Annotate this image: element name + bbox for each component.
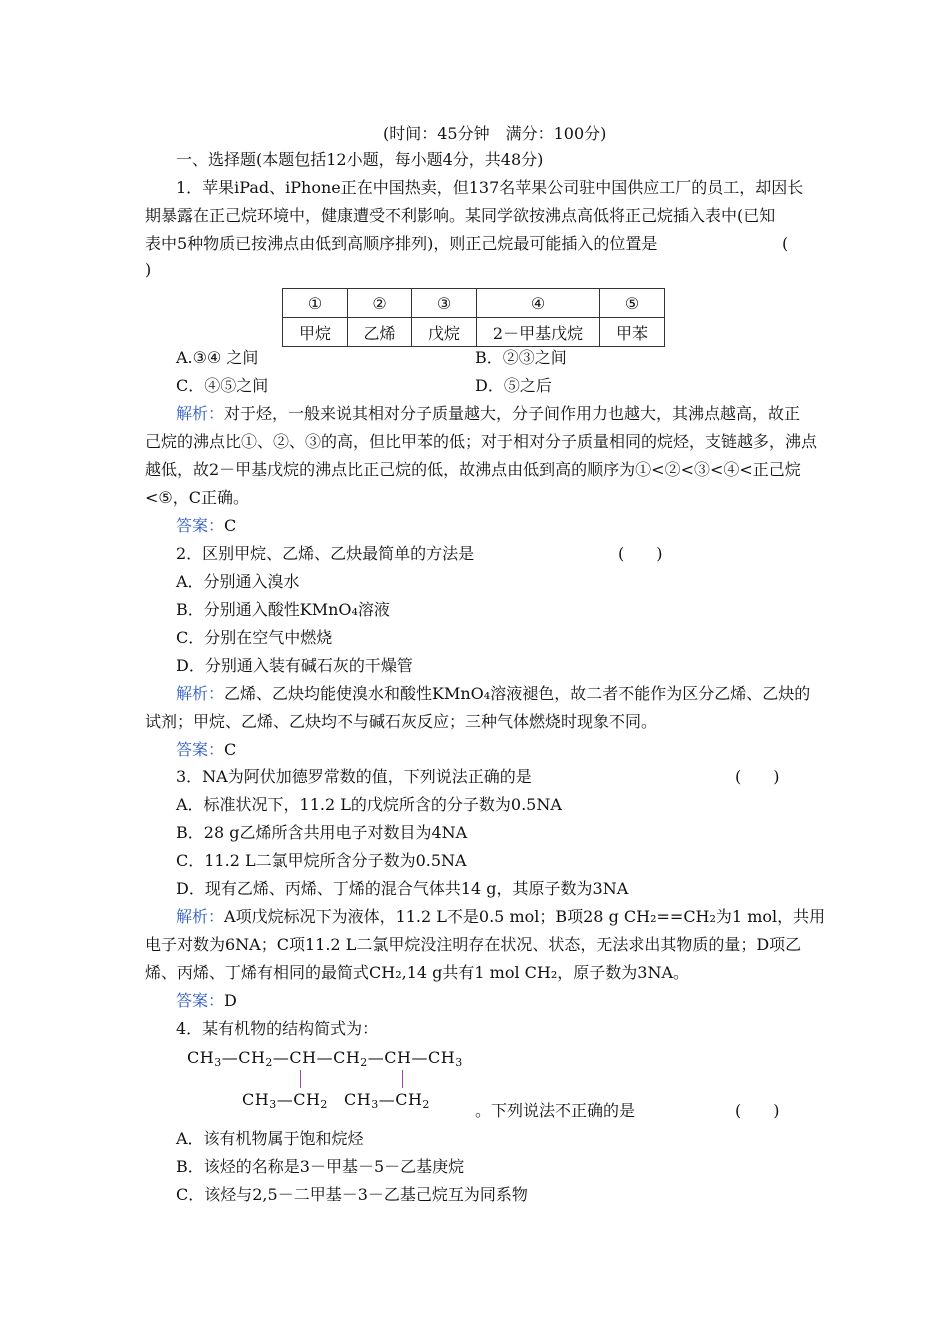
q3-option-a: A．标准状况下，11.2 L的戊烷所含的分子数为0.5NA bbox=[176, 795, 562, 814]
analysis-label: 解析： bbox=[176, 684, 225, 703]
table-row bbox=[283, 289, 665, 318]
table-cell: 甲苯 bbox=[600, 318, 665, 347]
table-cell: 甲烷 bbox=[283, 318, 348, 347]
q3-answer-paren: ( ) bbox=[735, 767, 780, 786]
table-cell: ④ bbox=[477, 289, 600, 318]
q1-option-d: D．⑤之后 bbox=[475, 376, 552, 395]
structural-formula-branch-1: $CH_3—CH_2$ bbox=[242, 1090, 328, 1111]
q3-option-c: C．11.2 L二氯甲烷所含分子数为0.5NA bbox=[176, 851, 467, 870]
q3-option-b: B．28 g乙烯所含共用电子对数目为4NA bbox=[176, 823, 468, 842]
answer-label: 答案： bbox=[176, 740, 225, 759]
q4-option-b: B．该烃的名称是3－甲基－5－乙基庚烷 bbox=[176, 1157, 465, 1176]
exam-header: (时间：45分钟 满分：100分) bbox=[383, 124, 607, 143]
answer-value: C bbox=[224, 740, 237, 759]
q1-option-b: B．②③之间 bbox=[475, 348, 567, 367]
q1-analysis-line-3: 越低，故2－甲基戊烷的沸点比正己烷的低，故沸点由低到高的顺序为①<②<③<④<正己烷 bbox=[145, 460, 801, 479]
q1-analysis-line-2: 己烷的沸点比①、②、③的高，但比甲苯的低；对于相对分子质量相同的烷烃，支链越多，沸点 bbox=[145, 432, 818, 451]
analysis-text: 乙烯、乙炔均能使溴水和酸性KMnO₄溶液褪色，故二者不能作为区分乙烯、乙炔的 bbox=[224, 684, 811, 703]
q4-stem: 4．某有机物的结构简式为： bbox=[176, 1019, 379, 1038]
q4-stem-tail: 。下列说法不正确的是 bbox=[475, 1101, 636, 1120]
q2-option-b: B．分别通入酸性KMnO₄溶液 bbox=[176, 600, 390, 619]
q3-analysis-line-2: 电子对数为6NA；C项11.2 L二氯甲烷没注明存在状况、状态，无法求出其物质的量；D项乙 bbox=[145, 935, 802, 954]
q1-answer-paren-open: ( bbox=[782, 234, 789, 253]
q2-option-d: D．分别通入装有碱石灰的干燥管 bbox=[176, 656, 413, 675]
table-cell: 乙烯 bbox=[348, 318, 412, 347]
answer-value: D bbox=[224, 991, 237, 1010]
analysis-text: A项戊烷标况下为液体，11.2 L不是0.5 mol；B项28 g CH₂==CH₂为1 mol，共用 bbox=[224, 907, 826, 926]
analysis-label: 解析： bbox=[176, 907, 225, 926]
q1-option-c: C．④⑤之间 bbox=[176, 376, 269, 395]
table-row bbox=[283, 318, 665, 347]
q2-analysis-line-2: 试剂；甲烷、乙烯、乙炔均不与碱石灰反应；三种气体燃烧时现象不同。 bbox=[145, 712, 658, 731]
table-cell: ③ bbox=[412, 289, 477, 318]
q1-answer bbox=[176, 516, 236, 536]
q2-answer-paren: ( ) bbox=[618, 544, 663, 563]
q3-answer bbox=[176, 991, 237, 1011]
q1-option-a: A.③④ 之间 bbox=[176, 348, 259, 367]
q3-analysis-line-1 bbox=[176, 907, 825, 927]
q4-option-a: A．该有机物属于饱和烷烃 bbox=[176, 1129, 364, 1148]
q4-option-c: C．该烃与2,5－二甲基－3－乙基己烷互为同系物 bbox=[176, 1185, 528, 1204]
q3-option-d: D．现有乙烯、丙烯、丁烯的混合气体共14 g，其原子数为3NA bbox=[176, 879, 629, 898]
q3-analysis-line-3: 烯、丙烯、丁烯有相同的最简式CH₂,14 g共有1 mol CH₂，原子数为3NA。 bbox=[145, 963, 690, 982]
formula-bond-line bbox=[402, 1070, 403, 1088]
structural-formula-branch-2: $CH_3—CH_2$ bbox=[344, 1090, 430, 1111]
q2-option-a: A．分别通入溴水 bbox=[176, 572, 300, 591]
q1-answer-paren-close: ) bbox=[145, 260, 152, 279]
analysis-label: 解析： bbox=[176, 404, 225, 423]
q1-stem-line-2: 期暴露在正己烷环境中，健康遭受不利影响。某同学欲按沸点高低将正己烷插入表中(已知 bbox=[145, 206, 776, 225]
q2-option-c: C．分别在空气中燃烧 bbox=[176, 628, 333, 647]
formula-bond-line bbox=[300, 1070, 301, 1088]
analysis-text: 对于烃，一般来说其相对分子质量越大，分子间作用力也越大，其沸点越高，故正 bbox=[224, 404, 801, 423]
q2-analysis-line-1 bbox=[176, 684, 810, 704]
q1-order-table bbox=[282, 288, 665, 347]
q2-answer bbox=[176, 740, 236, 760]
q1-analysis-line-1 bbox=[176, 404, 800, 424]
section-title: 一、选择题(本题包括12小题，每小题4分，共48分) bbox=[176, 150, 544, 169]
q1-stem-line-3: 表中5种物质已按沸点由低到高顺序排列)，则正己烷最可能插入的位置是 bbox=[145, 234, 658, 253]
answer-label: 答案： bbox=[176, 991, 225, 1010]
table-cell: ⑤ bbox=[600, 289, 665, 318]
answer-value: C bbox=[224, 516, 237, 535]
table-cell: 戊烷 bbox=[412, 318, 477, 347]
table-cell: ① bbox=[283, 289, 348, 318]
q1-analysis-line-4: <⑤，C正确。 bbox=[145, 488, 249, 507]
table-cell: 2－甲基戊烷 bbox=[477, 318, 600, 347]
structural-formula-main-chain: $CH_3—CH_2—CH—CH_2—CH—CH_3$ bbox=[187, 1048, 463, 1069]
q1-stem-line-1: 1．苹果iPad、iPhone正在中国热卖，但137名苹果公司驻中国供应工厂的员工，却因长 bbox=[176, 178, 804, 197]
q3-stem: 3．NA为阿伏加德罗常数的值，下列说法正确的是 bbox=[176, 767, 532, 786]
q2-stem: 2．区别甲烷、乙烯、乙炔最简单的方法是 bbox=[176, 544, 475, 563]
q4-answer-paren: ( ) bbox=[735, 1101, 780, 1120]
answer-label: 答案： bbox=[176, 516, 225, 535]
table-cell: ② bbox=[348, 289, 412, 318]
